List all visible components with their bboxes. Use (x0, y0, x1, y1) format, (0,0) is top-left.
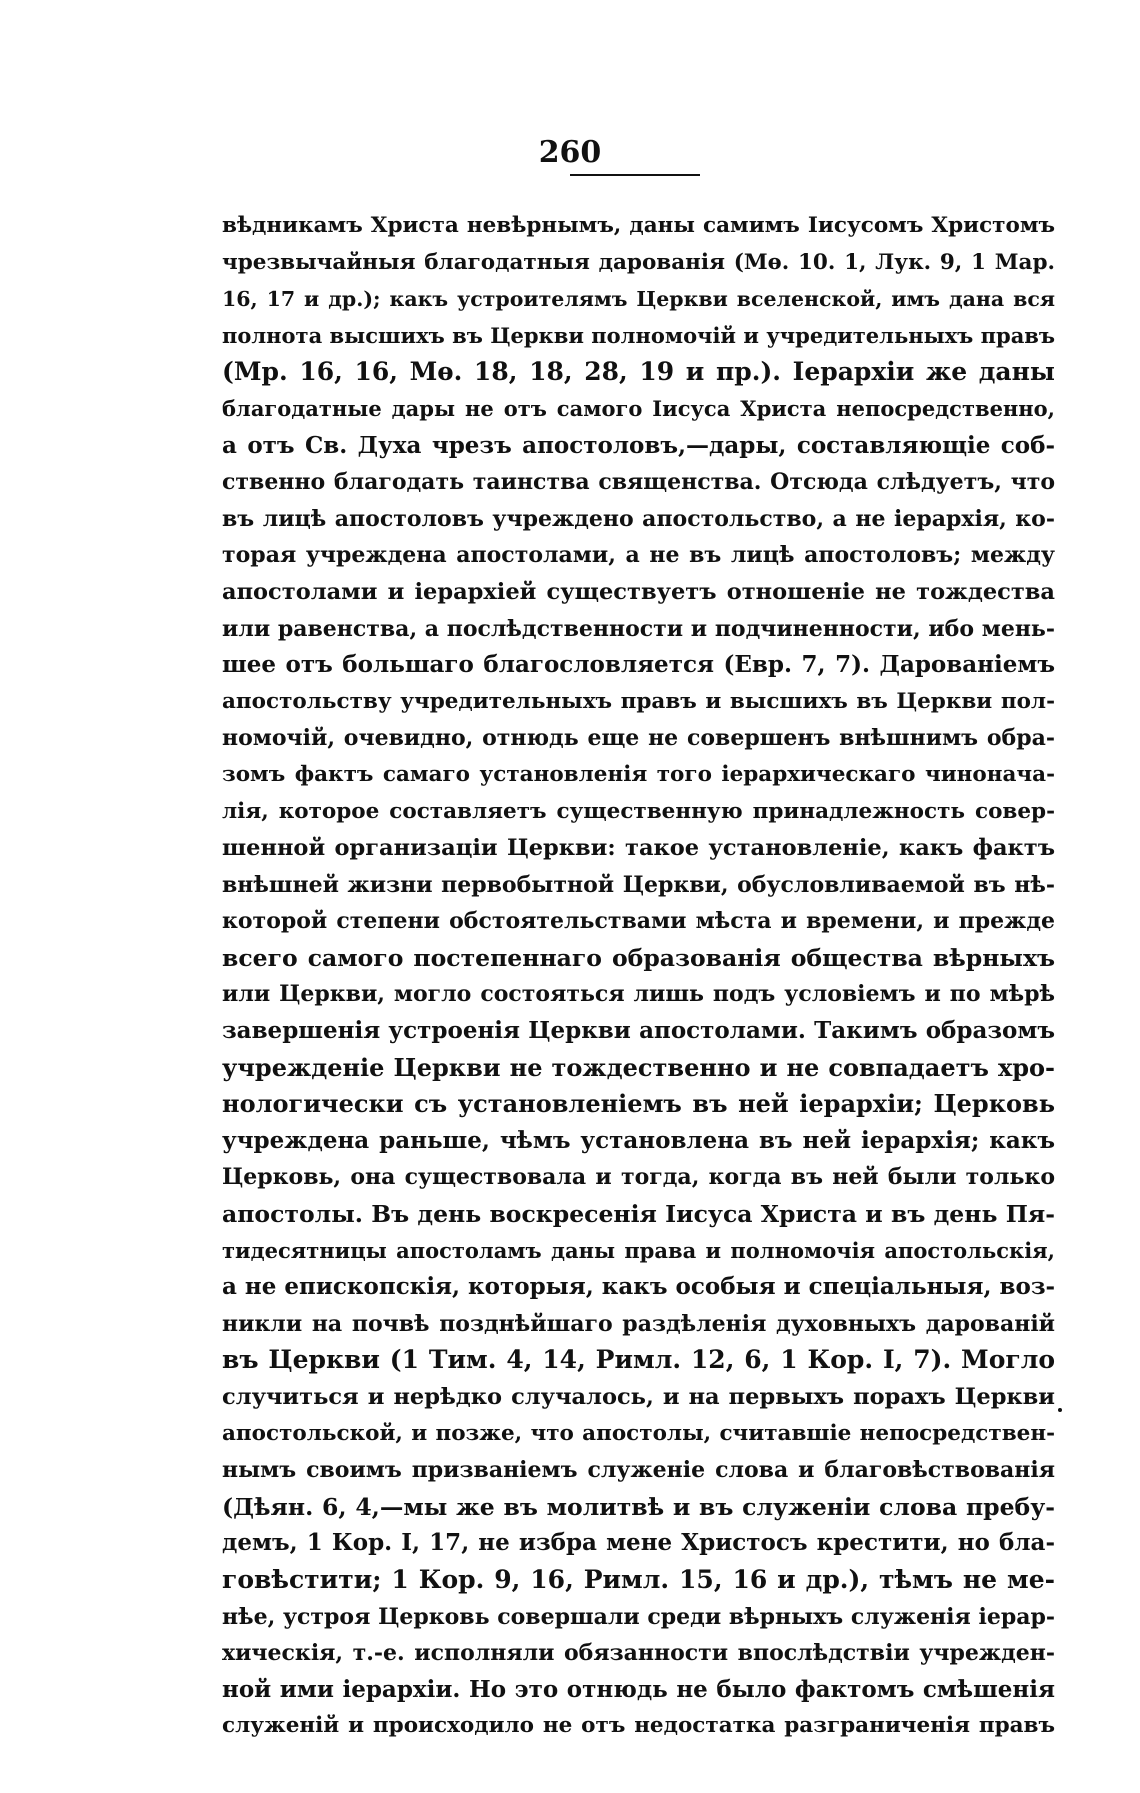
text-line: никли на почвѣ позднѣйшаго раздѣленія духовныхъ дарованій (222, 1310, 1055, 1337)
text-line: 16, 17 и др.); какъ устроителямъ Церкви вселенской, имъ дана вся (222, 287, 1055, 312)
text-line: (Мр. 16, 16, Мѳ. 18, 18, 28, 19 и пр.). Іерархіи же даны (222, 357, 1055, 387)
page-number-rule (570, 174, 700, 176)
text-line: вѣдникамъ Христа невѣрнымъ, даны самимъ Іисусомъ Христомъ (222, 213, 1055, 238)
text-line: чрезвычайныя благодатныя дарованія (Мѳ. 10. 1, Лук. 9, 1 Мар. (222, 249, 1055, 275)
text-line: внѣшней жизни первобытной Церкви, обусловливаемой въ нѣ- (222, 871, 1055, 898)
text-line: хическія, т.-е. исполняли обязанности впослѣдствіи учрежден- (222, 1640, 1055, 1667)
text-line: апостольству учредительныхъ правъ и высшихъ въ Церкви пол- (222, 688, 1055, 714)
text-line: или равенства, а послѣдственности и подчиненности, ибо мень- (222, 615, 1055, 642)
text-line: апостольской, и позже, что апостолы, считавшіе непосредствен- (222, 1420, 1055, 1446)
text-line: полнота высшихъ въ Церкви полномочій и учредительныхъ правъ (222, 322, 1055, 348)
text-line: (Дѣян. 6, 4,—мы же въ молитвѣ и въ служеніи слова пребу- (222, 1492, 1055, 1521)
text-line: въ лицѣ апостоловъ учреждено апостольство, а не іерархія, ко- (222, 505, 1055, 532)
text-line: въ Церкви (1 Тим. 4, 14, Римл. 12, 6, 1 Кор. I, 7). Могло (222, 1345, 1055, 1375)
text-line: тидесятницы апостоламъ даны права и полномочія апостольскія, (222, 1237, 1055, 1263)
text-line: апостолами и іерархіей существуетъ отношеніе не тождества (222, 578, 1055, 605)
text-line: случиться и нерѣдко случалось, и на первыхъ порахъ Церкви (222, 1384, 1055, 1410)
text-line: нымъ своимъ призваніемъ служеніе слова и благовѣствованія (222, 1457, 1055, 1484)
text-line: лія, которое составляетъ существенную принадлежность совер- (222, 798, 1055, 824)
text-line: Церковь, она существовала и тогда, когда въ ней были только (222, 1164, 1055, 1191)
page-number: 260 (538, 135, 602, 170)
text-line: а не епископскія, которыя, какъ особыя и спеціальныя, воз- (222, 1273, 1055, 1301)
text-line: номочій, очевидно, отнюдь еще не совершенъ внѣшнимъ обра- (222, 725, 1055, 752)
text-line: учреждена раньше, чѣмъ установлена въ ней іерархія; какъ (222, 1126, 1055, 1154)
text-line: нологически съ установленіемъ въ ней іерархіи; Церковь (222, 1089, 1055, 1119)
text-line: которой степени обстоятельствами мѣста и времени, и прежде (222, 908, 1055, 935)
text-line: торая учреждена апостолами, а не въ лицѣ апостоловъ; между (222, 542, 1055, 569)
text-line: шенной организаціи Церкви: такое установленіе, какъ фактъ (222, 835, 1055, 862)
text-line: всего самого постепеннаго образованія общества вѣрныхъ (222, 943, 1055, 972)
text-line: зомъ фактъ самаго установленія того іерархическаго чинонача- (222, 761, 1055, 787)
text-line: ной ими іерархіи. Но это отнюдь не было фактомъ смѣшенія (222, 1675, 1055, 1703)
text-line: благодатные дары не отъ самого Іисуса Христа непосредственно, (222, 395, 1055, 421)
text-line: шее отъ большаго благословляется (Евр. 7, 7). Дарованіемъ (222, 651, 1055, 679)
text-line: нѣе, устроя Церковь совершали среди вѣрныхъ служенія іерар- (222, 1603, 1055, 1630)
text-line: апостолы. Въ день воскресенія Іисуса Христа и въ день Пя- (222, 1200, 1055, 1229)
ink-speck (1058, 1408, 1062, 1412)
text-line: говѣстити; 1 Кор. 9, 16, Римл. 15, 16 и др.), тѣмъ не ме- (222, 1564, 1055, 1594)
text-line: учрежденіе Церкви не тождественно и не совпадаетъ хро- (222, 1052, 1055, 1082)
text-line: демъ, 1 Кор. I, 17, не избра мене Христосъ крестити, но бла- (222, 1529, 1055, 1557)
text-line: служеній и происходило не отъ недостатка разграниченія правъ (222, 1713, 1055, 1739)
text-line: ственно благодать таинства священства. Отсюда слѣдуетъ, что (222, 469, 1055, 496)
body-text (222, 208, 1055, 1745)
text-line: завершенія устроенія Церкви апостолами. Такимъ образомъ (222, 1017, 1055, 1045)
text-line: а отъ Св. Духа чрезъ апостоловъ,—дары, составляющіе соб- (222, 431, 1055, 459)
text-line: или Церкви, могло состояться лишь подъ условіемъ и по мѣрѣ (222, 981, 1055, 1008)
